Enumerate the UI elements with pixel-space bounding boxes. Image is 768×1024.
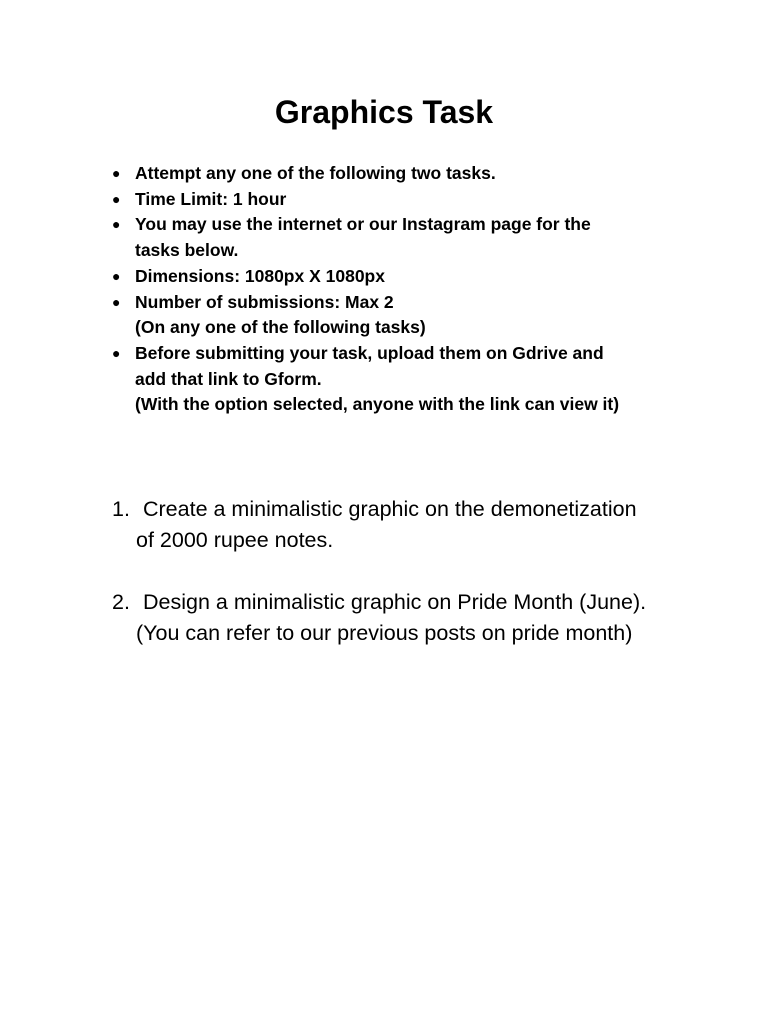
- task-number: 1.: [112, 497, 130, 521]
- rule-text: Before submitting your task, upload them on Gdrive and: [135, 342, 604, 363]
- rule-text: Number of submissions: Max 2: [135, 291, 394, 312]
- bullet-icon: ●: [112, 216, 121, 233]
- rule-text: You may use the internet or our Instagram page for the: [135, 214, 591, 235]
- task-item: [112, 494, 732, 556]
- rule-item: [112, 341, 712, 418]
- task-text: of 2000 rupee notes.: [136, 528, 334, 552]
- rule-item: [112, 187, 712, 213]
- rule-text: (With the option selected, anyone with the link can view it): [135, 394, 620, 415]
- rule-item: [112, 212, 712, 263]
- task-number: 2.: [112, 590, 130, 614]
- bullet-icon: ●: [112, 165, 121, 181]
- rule-text: Time Limit: 1 hour: [135, 188, 287, 209]
- task-text: Create a minimalistic graphic on the demonetization: [143, 497, 637, 521]
- page-title: Graphics Task: [274, 94, 494, 130]
- rule-text: tasks below.: [135, 240, 239, 261]
- rule-text: Attempt any one of the following two tasks.: [135, 163, 496, 183]
- bullet-icon: ●: [112, 190, 121, 207]
- task-text: Design a minimalistic graphic on Pride Month (June).: [143, 590, 647, 614]
- rule-text: add that link to Gform.: [135, 368, 322, 389]
- rules-list: [112, 161, 712, 418]
- bullet-icon: ●: [112, 344, 121, 361]
- task-text: (You can refer to our previous posts on pride month): [136, 621, 633, 645]
- rule-item: [112, 161, 712, 187]
- task-item: [112, 587, 732, 649]
- rule-item: [112, 290, 712, 341]
- bullet-icon: ●: [112, 267, 121, 284]
- rule-text: Dimensions: 1080px X 1080px: [135, 265, 385, 286]
- tasks-list: [112, 494, 732, 680]
- bullet-icon: ●: [112, 293, 121, 310]
- rule-text: (On any one of the following tasks): [135, 317, 426, 338]
- rule-item: [112, 264, 712, 290]
